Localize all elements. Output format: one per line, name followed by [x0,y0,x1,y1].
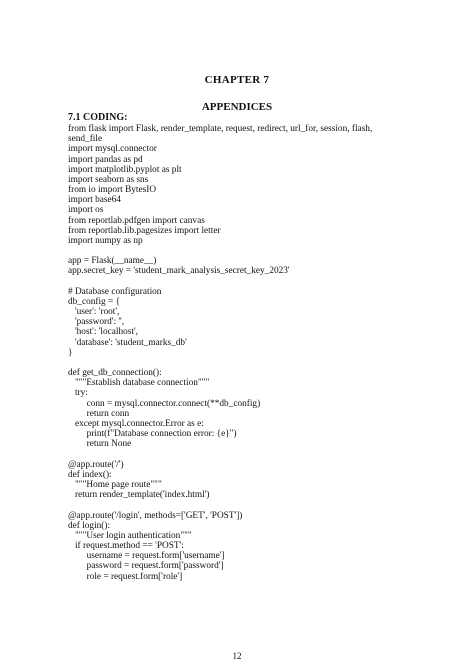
code-line: return None [68,439,132,450]
code-line: def index(): [68,469,112,480]
code-line: @app.route('/login', methods=['GET', 'POST']) [68,510,243,521]
code-line: import os [68,205,104,216]
code-line: import matplotlib.pyplot as plt [68,164,182,175]
code-line [68,277,408,287]
code-line: # Database configuration [68,286,162,297]
code-line: return conn [68,408,130,419]
code-line: password = request.form['password'] [68,561,224,572]
code-line: 'user': 'root', [68,307,120,318]
code-line: from reportlab.lib.pagesizes import letter [68,225,221,236]
code-line: print(f"Database connection error: {e}") [68,429,237,440]
chapter-title: CHAPTER 7 [204,74,270,86]
code-line: except mysql.connector.Error as e: [68,418,204,429]
section-heading: 7.1 CODING: [68,112,128,123]
code-line: } [68,347,73,358]
code-line: def get_db_connection(): [68,368,162,379]
code-line: @app.route('/') [68,459,124,470]
code-line: app = Flask(__name__) [68,256,157,267]
code-line [68,246,408,256]
code-line: from io import BytesIO [68,185,157,196]
code-line: """Home page route""" [68,480,162,491]
code-listing [68,124,408,582]
code-line: from reportlab.pdfgen import canvas [68,215,205,226]
code-line: try: [68,388,88,399]
code-line: conn = mysql.connector.connect(**db_config) [68,398,261,409]
code-line: import numpy as np [68,235,143,246]
code-line: """User login authentication""" [68,530,192,541]
code-line [68,450,408,460]
code-line: send_file [68,134,103,145]
code-line [68,500,408,510]
code-line: app.secret_key = 'student_mark_analysis_secret_key_2023' [68,266,290,277]
code-line [68,358,408,368]
code-line: """Establish database connection""" [68,378,210,389]
code-line: import base64 [68,195,121,206]
code-line: role = request.form['role'] [68,571,183,582]
code-line: import seaborn as sns [68,174,149,185]
code-line: import pandas as pd [68,154,143,165]
code-line: 'password': '', [68,317,125,328]
code-line: if request.method == 'POST': [68,541,184,552]
code-line: return render_template('index.html') [68,490,210,501]
code-line: import mysql.connector [68,144,157,155]
page-number: 12 [232,651,242,661]
code-line: def login(): [68,520,111,531]
code-line: 'host': 'localhost', [68,327,138,338]
code-line: 'database': 'student_marks_db' [68,337,187,348]
page-heading: APPENDICES [201,101,273,113]
code-line: username = request.form['username'] [68,551,225,562]
code-line: db_config = { [68,296,121,307]
code-line: from flask import Flask, render_template, request, redirect, url_for, session, flash, [68,124,373,134]
